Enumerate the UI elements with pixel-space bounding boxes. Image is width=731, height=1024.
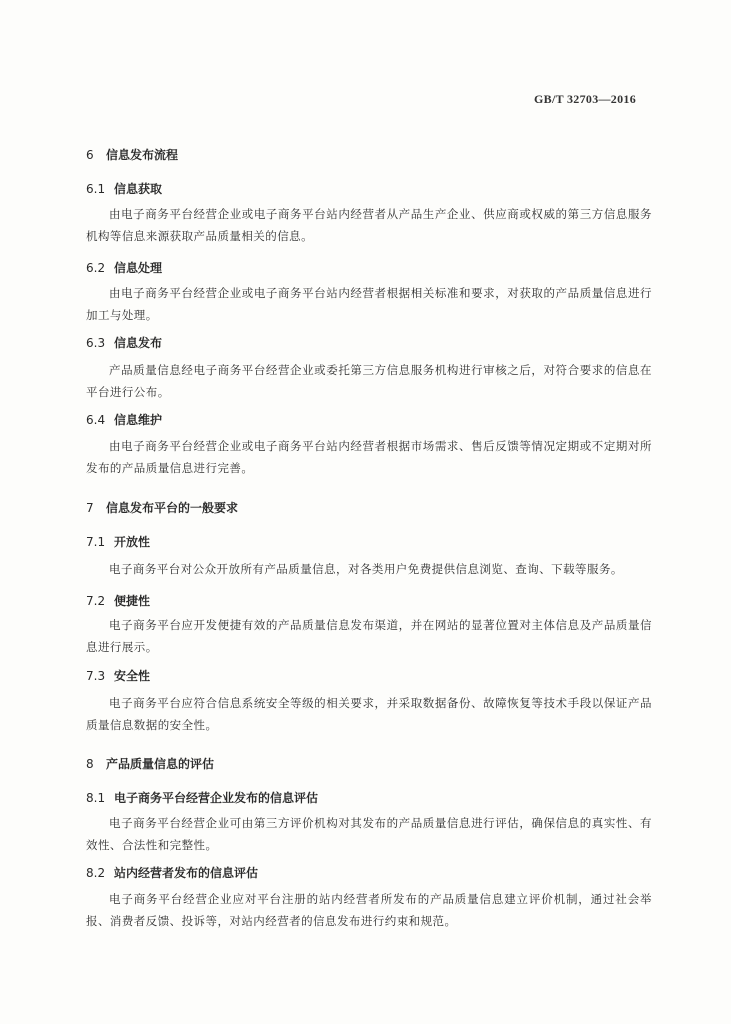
section-title: 产品质量信息的评估 [106, 757, 215, 771]
subsection-number: 7.1 [86, 535, 106, 549]
subsection-7-3-heading [86, 667, 150, 684]
subsection-title: 信息获取 [114, 182, 163, 196]
paragraph-6-3: 产品质量信息经电子商务平台经营企业或委托第三方信息服务机构进行审核之后，对符合要求的信息在平台进行公布。 [86, 363, 652, 399]
paragraph-8-2: 电子商务平台经营企业应对平台注册的站内经营者所发布的产品质量信息建立评价机制，通过社会举报、消费者反馈、投诉等，对站内经营者的信息发布进行约束和规范。 [86, 892, 652, 928]
paragraph-6-2: 由电子商务平台经营企业或电子商务平台站内经营者根据相关标准和要求，对获取的产品质量信息进行加工与处理。 [86, 286, 652, 322]
paragraph-7-2: 电子商务平台应开发便捷有效的产品质量信息发布渠道，并在网站的显著位置对主体信息及产品质量信息进行展示。 [86, 618, 652, 654]
subsection-6-1-heading [86, 180, 162, 197]
subsection-8-1-heading [86, 789, 318, 806]
subsection-title: 信息处理 [114, 261, 163, 275]
subsection-number: 6.2 [86, 261, 106, 275]
subsection-number: 7.3 [86, 669, 106, 683]
paragraph-7-3: 电子商务平台应符合信息系统安全等级的相关要求，并采取数据备份、故障恢复等技术手段以保证产品质量信息数据的安全性。 [86, 696, 652, 732]
subsection-title: 开放性 [114, 535, 151, 549]
paragraph-7-1: 电子商务平台对公众开放所有产品质量信息，对各类用户免费提供信息浏览、查询、下载等服务。 [109, 562, 623, 576]
section-6-heading [86, 146, 178, 163]
subsection-title: 站内经营者发布的信息评估 [114, 866, 259, 880]
subsection-number: 8.1 [86, 791, 106, 805]
section-8-heading [86, 755, 214, 772]
subsection-title: 便捷性 [114, 594, 151, 608]
section-title: 信息发布平台的一般要求 [106, 501, 239, 515]
section-title: 信息发布流程 [106, 148, 179, 162]
subsection-7-1-heading [86, 533, 150, 550]
subsection-7-2-heading [86, 592, 150, 609]
subsection-number: 8.2 [86, 866, 106, 880]
subsection-6-4-heading [86, 411, 162, 428]
paragraph-8-1: 电子商务平台经营企业可由第三方评价机构对其发布的产品质量信息进行评估，确保信息的真实性、有效性、合法性和完整性。 [86, 816, 652, 852]
subsection-number: 6.1 [86, 182, 106, 196]
section-7-heading [86, 499, 238, 516]
section-number: 8 [86, 757, 94, 771]
subsection-8-2-heading [86, 864, 258, 881]
section-number: 6 [86, 148, 94, 162]
subsection-title: 电子商务平台经营企业发布的信息评估 [114, 791, 319, 805]
subsection-number: 6.3 [86, 336, 106, 350]
subsection-title: 安全性 [114, 669, 151, 683]
subsection-title: 信息维护 [114, 413, 163, 427]
paragraph-6-1: 由电子商务平台经营企业或电子商务平台站内经营者从产品生产企业、供应商或权威的第三方信息服务机构等信息来源获取产品质量相关的信息。 [86, 207, 652, 243]
paragraph-6-4: 由电子商务平台经营企业或电子商务平台站内经营者根据市场需求、售后反馈等情况定期或不定期对所发布的产品质量信息进行完善。 [86, 439, 652, 475]
subsection-number: 6.4 [86, 413, 106, 427]
subsection-6-3-heading [86, 334, 162, 351]
subsection-number: 7.2 [86, 594, 106, 608]
subsection-title: 信息发布 [114, 336, 163, 350]
subsection-6-2-heading [86, 259, 162, 276]
section-number: 7 [86, 501, 94, 515]
document-code: GB/T 32703—2016 [534, 92, 636, 106]
